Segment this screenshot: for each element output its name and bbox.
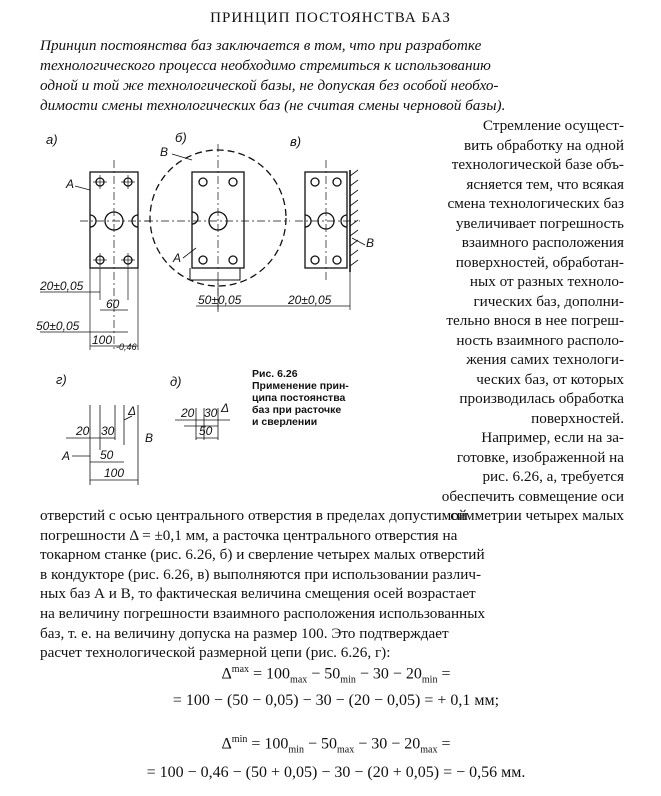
text-line: технологической базе объ- [451, 156, 624, 173]
dim-50: 50±0,05 [36, 319, 80, 333]
text-line: смена технологических баз [447, 195, 624, 212]
text-line: симметрии четырех малых [450, 507, 624, 524]
caption-line: и сверлении [252, 416, 318, 428]
g-50: 50 [100, 448, 114, 462]
dim-20: 20±0,05 [40, 279, 84, 293]
text-line: производилась обработка [459, 390, 624, 407]
text-line: взаимного расположения [461, 234, 624, 251]
dim-20b: 20±0,05 [288, 293, 332, 307]
eq-term: = 100 [249, 665, 291, 683]
text-line: токарном станке (рис. 6.26, б) и сверление четырех малых отверстий [40, 546, 485, 564]
label-a: а) [46, 132, 58, 147]
g-delta: Δ [128, 404, 137, 418]
text-line: вить обработку на одной [463, 136, 624, 154]
caption-line: ципа постоянства [252, 392, 346, 404]
g-base-b: В [145, 431, 154, 445]
text-line: увеличивает погрешность [455, 214, 624, 232]
eq-term: = [437, 665, 451, 683]
dim-60: 60 [106, 297, 120, 311]
right-column-text [384, 116, 624, 526]
figure-6-26 [0, 120, 400, 500]
intro-line: одной и той же технологической базы, не допуская без особой необхо- [40, 77, 499, 94]
g-30: 30 [101, 424, 115, 438]
text-line: гических баз, дополни- [473, 292, 624, 310]
intro-line: технологического процесса необходимо стремиться к использованию [40, 57, 491, 74]
eq-sub: max [420, 744, 438, 756]
text-line: ясняется тем, что всякая [466, 175, 624, 193]
label-v: в) [290, 134, 302, 149]
eq-term: = 100 [247, 735, 289, 753]
eq-term: − 30 − 20 [354, 735, 421, 753]
label-d: д) [170, 374, 182, 389]
text-line: погрешности Δ = ±0,1 мм, а расточка центрального отверстия на [40, 526, 458, 544]
label-base-b-v: В [366, 236, 375, 250]
eq-symbol: Δ [221, 735, 232, 753]
eq-sub: min [340, 674, 356, 686]
eq-term: = [437, 735, 451, 753]
page-title: ПРИНЦИП ПОСТОЯНСТВА БАЗ [210, 10, 451, 26]
eq-sub: max [336, 744, 355, 756]
intro-line: Принцип постоянства баз заключается в том, что при разработке [40, 37, 482, 54]
text-line: в кондукторе (рис. 6.26, в) выполняются при использовании различ- [40, 565, 482, 583]
dim-100-tolerance: -0,46 [116, 342, 137, 352]
intro-paragraph [40, 36, 630, 116]
text-line: тельно внося в нее погреш- [446, 312, 624, 329]
eq-sup: max [231, 664, 250, 675]
equation-max-line1 [40, 664, 632, 686]
g-100: 100 [104, 466, 125, 480]
eq-term: − 30 − 20 [355, 665, 422, 683]
label-base-a-b: А [173, 251, 182, 265]
text-line: баз, т. е. на величину допуска на размер 100. Это подтверждает [40, 624, 449, 642]
eq-term: − 50 [303, 735, 337, 753]
eq-symbol: Δ [221, 665, 232, 683]
label-g: г) [56, 372, 67, 387]
text-line: отверстий с осью центрального отверстия в пределах допустимой [40, 507, 467, 524]
text-line: рис. 6.26, а, требуется [482, 468, 624, 485]
eq-term: − 50 [307, 665, 341, 683]
text-line: Например, если на за- [481, 429, 624, 446]
caption-line: баз при расточке [252, 404, 342, 416]
d-delta: Δ [221, 401, 230, 415]
equation-min-line2: = 100 − 0,46 − (50 + 0,05) − 30 − (20 + 0,05) = − 0,56 мм. [146, 764, 526, 781]
g-base-a: А [62, 449, 71, 463]
eq-sup: min [231, 734, 248, 745]
label-base-a: А [66, 177, 75, 191]
label-b: б) [175, 130, 187, 145]
intro-line: димости смены технологических баз (не считая смены черновой базы). [40, 97, 506, 114]
equation-min-line1 [40, 734, 632, 756]
text-line: ческих баз, от которых [476, 370, 624, 388]
d-20: 20 [181, 406, 195, 420]
eq-sub: min [288, 744, 304, 756]
text-line: ность взаимного располо- [456, 331, 624, 349]
text-line: готовке, изображенной на [456, 448, 624, 466]
eq-sub: max [290, 674, 308, 686]
text-line: поверхностей. [531, 409, 624, 427]
text-line: на величину погрешности взаимного расположения использованных [40, 604, 486, 622]
text-line: расчет технологической размерной цепи (рис. 6.26, г): [40, 644, 391, 662]
d-30: 30 [204, 406, 218, 420]
text-line: обеспечить совмещение оси [441, 487, 624, 505]
g-20: 20 [76, 424, 90, 438]
eq-sub: min [421, 674, 438, 686]
text-line: поверхностей, обработан- [455, 253, 624, 271]
equation-max-line2: = 100 − (50 − 0,05) − 30 − (20 − 0,05) = + 0,1 мм; [172, 692, 500, 709]
d-50: 50 [199, 424, 213, 438]
text-line: жения самих технологи- [466, 351, 624, 368]
text-line: Стремление осущест- [482, 117, 624, 134]
dim-100: 100 [92, 333, 113, 347]
text-line: ных баз А и В, то фактическая величина смещения осей возрастает [40, 585, 476, 603]
caption-line: Применение прин- [252, 380, 349, 392]
part-b [145, 144, 290, 312]
caption-number: Рис. 6.26 [252, 368, 298, 380]
dim-50b: 50±0,05 [198, 293, 242, 307]
label-base-b-top: В [160, 145, 169, 159]
main-paragraph [40, 506, 632, 663]
text-line: ных от разных техноло- [469, 273, 624, 290]
